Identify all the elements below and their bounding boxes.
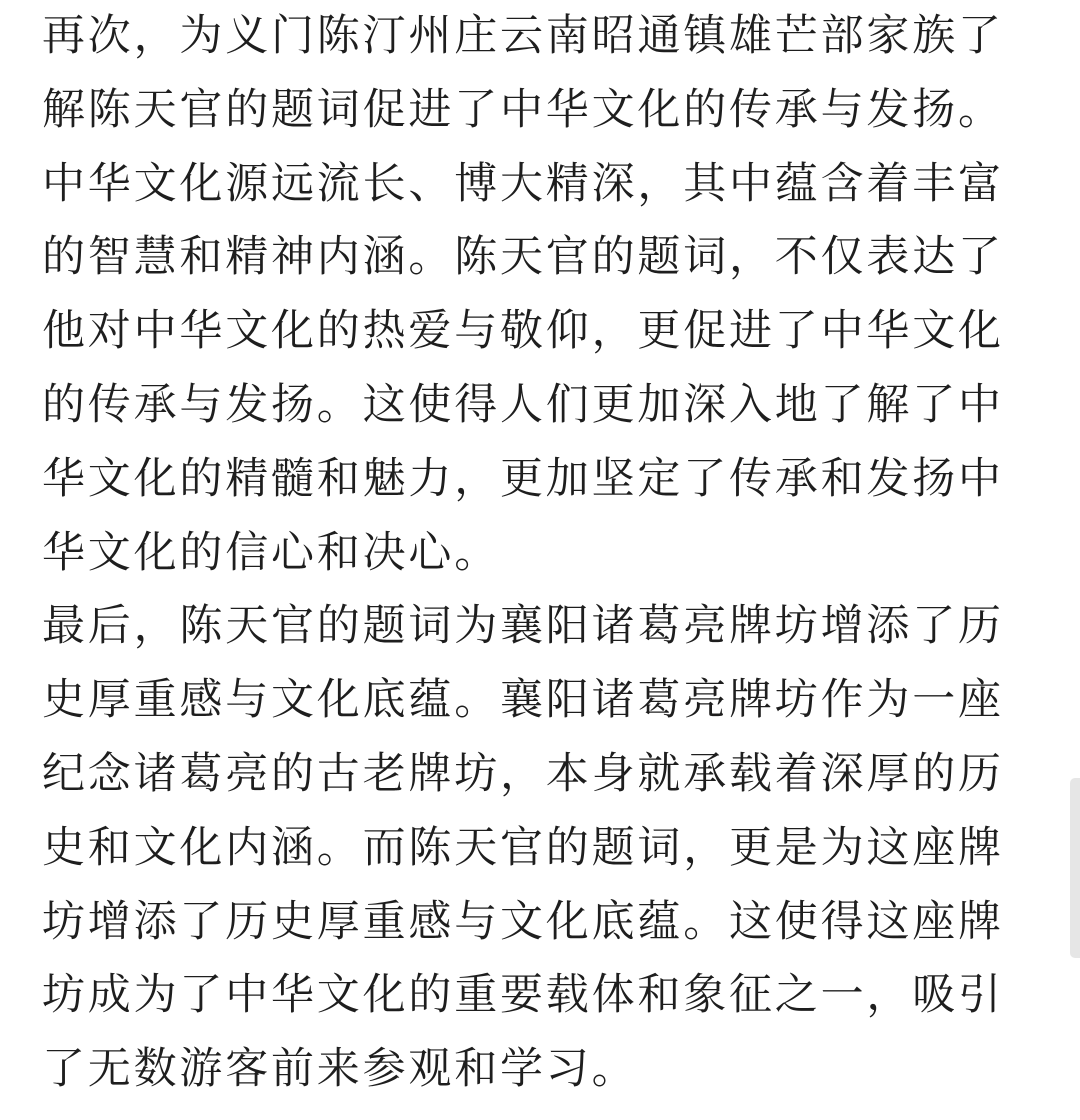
article-body: [42, 0, 1040, 1107]
article-line: 史和文化内涵。而陈天官的题词，更是为这座牌: [42, 822, 1004, 873]
article-line: 华文化的精髓和魅力，更加坚定了传承和发扬中: [42, 453, 1004, 504]
article-line: 最后，陈天官的题词为襄阳诸葛亮牌坊增添了历: [42, 601, 1004, 652]
article-line: 坊增添了历史厚重感与文化底蕴。这使得这座牌: [42, 896, 1004, 947]
article-line: 再次，为义门陈汀州庄云南昭通镇雄芒部家族了: [42, 11, 1004, 61]
article-line: 史厚重感与文化底蕴。襄阳诸葛亮牌坊作为一座: [42, 675, 1004, 726]
article-line: 解陈天官的题词促进了中华文化的传承与发扬。: [42, 84, 1004, 135]
article-line: 他对中华文化的热爱与敬仰，更促进了中华文化: [42, 306, 1004, 357]
article-line: 坊成为了中华文化的重要载体和象征之一，吸引: [42, 970, 1004, 1021]
article-line: 纪念诸葛亮的古老牌坊，本身就承载着深厚的历: [42, 748, 1004, 799]
article-line: 了无数游客前来参观和学习。: [42, 1044, 638, 1095]
article-line: 的传承与发扬。这使得人们更加深入地了解了中: [42, 379, 1004, 430]
article-line: 华文化的信心和决心。: [42, 527, 500, 578]
article-line: 中华文化源远流长、博大精深，其中蕴含着丰富: [42, 158, 1004, 209]
article-line: 的智慧和精神内涵。陈天官的题词，不仅表达了: [42, 232, 1004, 283]
scrollbar-thumb[interactable]: [1070, 778, 1080, 958]
